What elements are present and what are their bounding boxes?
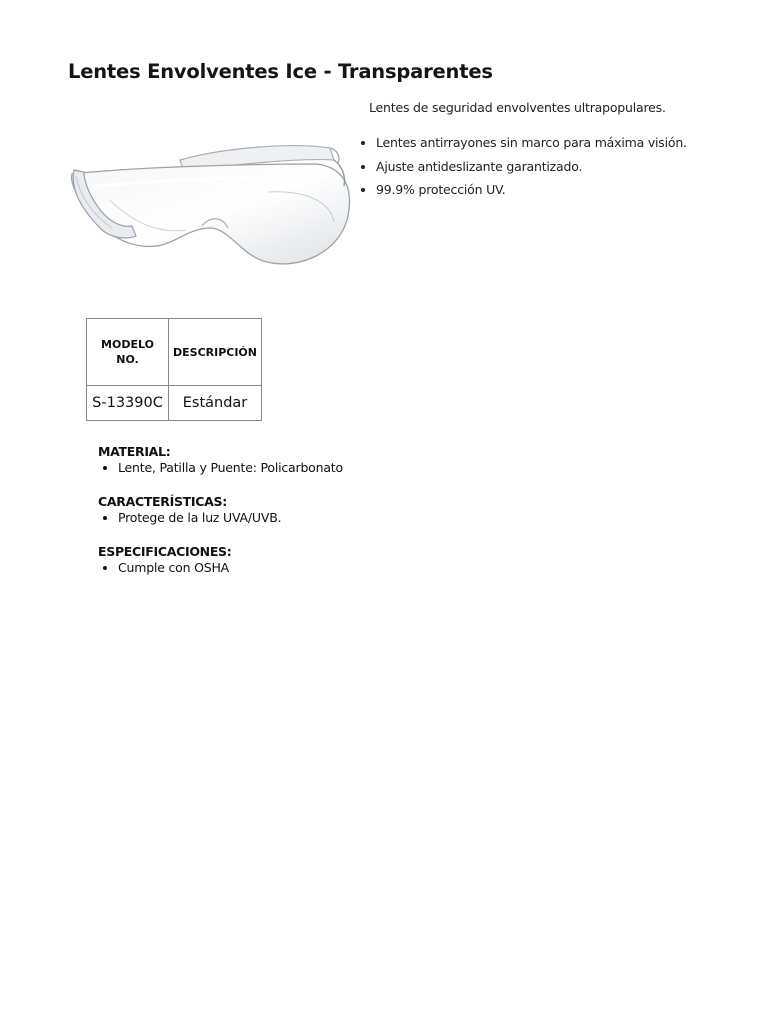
cell-model-number: S-13390C — [87, 386, 169, 421]
safety-glasses-icon — [62, 130, 362, 290]
feature-item: • 99.9% protección UV. — [376, 178, 687, 202]
cell-description: Estándar — [169, 386, 262, 421]
material-heading: MATERIAL: — [98, 444, 171, 459]
product-image — [62, 130, 362, 290]
caracteristicas-list — [98, 509, 343, 526]
material-list — [98, 459, 343, 476]
feature-item: • Ajuste antideslizante garantizado. — [376, 155, 687, 179]
feature-item: • Lentes antirrayones sin marco para máxima visión. — [376, 131, 687, 155]
list-item: • Protege de la luz UVA/UVB. — [118, 509, 343, 526]
page-title: Lentes Envolventes Ice - Transparentes — [68, 60, 493, 83]
column-header-model: MODELO NO. — [87, 319, 169, 386]
especificaciones-list — [98, 559, 343, 576]
column-header-description: DESCRIPCIÓN — [169, 319, 262, 386]
list-item: • Lente, Patilla y Puente: Policarbonato — [118, 459, 343, 476]
feature-list — [360, 131, 687, 202]
table-header-row — [87, 319, 262, 386]
list-item: • Cumple con OSHA — [118, 559, 343, 576]
product-intro: Lentes de seguridad envolventes ultrapopulares. — [369, 100, 666, 115]
specs-section — [98, 444, 343, 594]
especificaciones-heading: ESPECIFICACIONES: — [98, 544, 232, 559]
caracteristicas-heading: CARACTERÍSTICAS: — [98, 494, 227, 509]
model-table — [86, 318, 262, 421]
table-row — [87, 386, 262, 421]
